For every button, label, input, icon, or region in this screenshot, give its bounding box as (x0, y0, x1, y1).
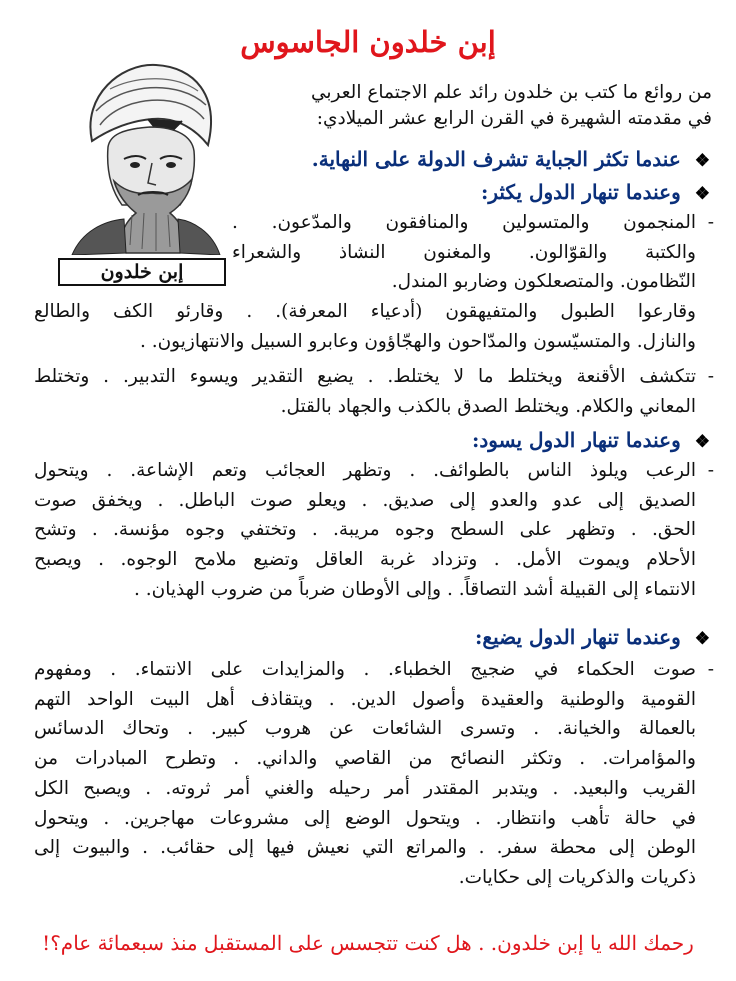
text-line: ذكريات والذكريات إلى حكايات. (458, 866, 696, 888)
page-title: إبن خلدون الجاسوس (240, 25, 496, 59)
list-item (34, 362, 714, 421)
list-item-continued (34, 297, 714, 356)
text-line: في حالة تأهب وانتظار. . ويتحول الوضع إلى مشروعات مهاجرين. . ويتحول (34, 807, 696, 829)
text-line: النّظامون. والمتصعلكون وضاربو المندل. (391, 271, 696, 293)
intro-line: من روائع ما كتب بن خلدون رائد علم الاجتماع العربي (310, 82, 712, 103)
list-item (34, 655, 714, 893)
text-line: الحق. . وتظهر على السطح وجوه مريبة. . وتختفي وجوه مؤنسة. . وتشح (34, 519, 696, 541)
text-line: والمؤامرات. . وتكثر النصائح من القاصي والداني. . وتطرح المبادرات من (34, 748, 696, 770)
portrait-image (52, 55, 240, 255)
diamond-bullet-icon: ❖ (694, 151, 710, 171)
list-item (232, 208, 714, 297)
text-line: والكتبة والقوّالون. والمغنون النشاذ والشعراء (232, 241, 696, 263)
text-line: القريب والبعيد. . ويتدبر المقتدر أمر رحيله والغني أمر ثروته. . ويصبح الكل (34, 777, 696, 799)
text-line: القومية والوطنية والعقيدة وأصول الدين. . ويتقاذف أهل البيت الواحد التهم (34, 688, 696, 710)
list-item (34, 456, 714, 605)
section-heading-taxation (312, 146, 710, 174)
text-line: وقارعوا الطبول والمتفيهقون (أدعياء المعرفة). . وقارئو الكف والطالع (34, 301, 696, 322)
section-heading-text: وعندما تنهار الدول يكثر: (480, 180, 681, 204)
diamond-bullet-icon: ❖ (694, 629, 710, 649)
dash-bullet: - (707, 460, 714, 481)
text-line: تتكشف الأقنعة ويختلط ما لا يختلط. . يضيع التقدير ويسوء التدبير. . وتختلط (34, 366, 696, 387)
text-line: الانتماء إلى القبيلة أشد التصاقاً. . وإلى الأوطان ضرباً من ضروب الهذيان. . (133, 578, 696, 600)
intro-paragraph (242, 80, 712, 132)
intro-line: في مقدمته الشهيرة في القرن الرابع عشر الميلادي: (316, 108, 712, 129)
portrait-caption: إبن خلدون (58, 258, 226, 286)
text-line: المعاني والكلام. ويختلط الصدق بالكذب والجهاد بالقتل. (280, 395, 696, 417)
closing-remark: رحمك الله يا إبن خلدون. . هل كنت تتجسس على المستقبل منذ سبعمائة عام؟! (42, 931, 694, 955)
section-heading-text: وعندما تنهار الدول يسود: (471, 428, 681, 452)
section-heading-increase (481, 179, 710, 207)
dash-bullet: - (707, 659, 714, 680)
section-heading-prevail (472, 427, 710, 455)
text-line: والنازل. والمتسيّسون والمدّاحون والهجّاؤون وعابرو السبيل والانتهازيون. . (139, 330, 696, 352)
text-line: صوت الحكماء في ضجيج الخطباء. . والمزايدات على الانتماء. . ومفهوم (34, 659, 696, 680)
text-line: بالعمالة والخيانة. . وتسرى الشائعات عن هروب كبير. . وتحاك الدسائس (34, 718, 696, 740)
text-line: المنجمون والمتسولين والمنافقون والمدّعون. . (232, 212, 696, 233)
section-heading-lost (475, 624, 710, 652)
dash-bullet: - (707, 212, 714, 233)
text-line: الأحلام ويموت الأمل. . وتزداد غربة العاقل وتضيع ملامح الوجوه. . ويصبح (34, 549, 696, 571)
text-line: الوطن إلى محطة سفر. . والمراتع التي نعيش فيها إلى حقائب. . والبيوت إلى (34, 837, 696, 859)
diamond-bullet-icon: ❖ (694, 432, 710, 452)
text-line: الرعب ويلوذ الناس بالطوائف. . وتظهر العجائب وتعم الإشاعة. . ويتحول (34, 460, 696, 481)
section-heading-text: عندما تكثر الجباية تشرف الدولة على النهاية. (311, 147, 681, 171)
dash-bullet: - (707, 366, 714, 387)
diamond-bullet-icon: ❖ (694, 184, 710, 204)
section-heading-text: وعندما تنهار الدول يضيع: (475, 625, 681, 649)
text-line: الصديق إلى عدو والعدو إلى صديق. . ويعلو صوت الباطل. . ويخفق صوت (34, 489, 696, 511)
